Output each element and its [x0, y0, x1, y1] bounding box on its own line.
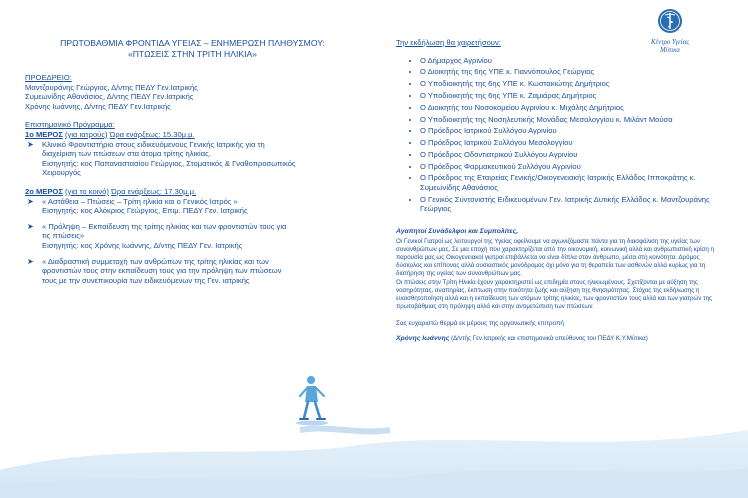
welcome-paragraph-1: Οι Γενικοί Γιατροί ως λειτουργοί της Υγείας οφείλουμε να αγωνιζόμαστε πάντα για τη διασφάλιση της υγείας των συνανθρώπων μας. Σε μια εποχή που χαρακτηρίζεται από την οικονομική, κοινωνική αλλά και ανθρωπιστική κρίση η παρουσία μας ως Οικογενειακοί γιατροί επιβάλλεται να είναι δίπλα στον άνθρωπο, μέσα στη κοινότητα. Δρόμος δύσκολος και επίπονος αλλά ουσιαστικός μονόδρομος όχι μόνο για τη θεραπεία των ασθενών αλλά κυρίως για τη διατήρηση της υγείας των συνανθρώπων μας.	[396, 237, 714, 277]
part1-label: 1ο ΜΕΡΟΣ	[25, 129, 63, 139]
part1-speaker-line2: Χειρουργός	[42, 168, 81, 178]
list-item: • Ο Γενικός Συντονιστής Ειδικευομένων Γεν. Ιατρικής Δυτικής Ελλάδος κ. Μαντζουράνης Γεώργιος	[420, 195, 718, 214]
welcome-paragraph-2: Οι πτώσεις στην Τρίτη Ηλικία έχουν χαρακτηριστεί ως επιδημία στους ηλικιωμένους. Σχετίζονται με αύξηση της νοσηρότητας, αναπηρίας, έκπτωση στην ποιότητα ζωής και αύξηση της θνησιμότητας. Στόχος της εκδήλωσης η ευαισθητοποίηση αλλά και η εκπαίδευση των ατόμων τρίτης ηλικίας, των φροντιστών τους αλλά και των γιατρών της πρωτοβάθμιας στη πρόληψη αλλά και στην αντιμετώπιση των πτώσεων.	[396, 278, 713, 310]
arrow-bullet-icon: ➤	[27, 196, 34, 206]
part2-talk3	[25, 257, 360, 286]
part2-label: 2ο ΜΕΡΟΣ	[25, 186, 63, 196]
part1-start-time: Ώρα ενάρξεως: 15.30μ.μ.	[109, 129, 195, 139]
list-item: • Ο Πρόεδρος της Εταιρείας Γενικής/Οικογενειακής Ιατρικής Ελλάδος Ιπποκράτης κ. Συμεωνίδης Αθανάσιος	[420, 173, 718, 192]
talk2-speaker: Εισηγητής: κος Χρόνης Ιωάννης, Δ/ντης ΠΕΔΥ Γεν. Ιατρικής	[42, 240, 243, 250]
arrow-bullet-icon: ➤	[27, 256, 34, 266]
signature	[396, 334, 718, 344]
greetings-heading: Την εκδήλωση θα χαιρετήσουν:	[396, 38, 501, 47]
list-item: • Ο Πρόεδρος Ιατρικού Συλλόγου Μεσολογγίου	[420, 138, 718, 148]
event-title-line2: «ΠΤΩΣΕΙΣ ΣΤΗΝ ΤΡΙΤΗ ΗΛΙΚΙΑ»	[127, 48, 258, 59]
arrow-bullet-icon: ➤	[27, 221, 34, 231]
list-item: • Ο Διοικητής του Νοσοκομείου Αγρινίου κ. Μιχάλης Δημήτριος	[420, 103, 718, 113]
part2-talk2	[25, 222, 360, 251]
list-item: • Ο Υποδιοικητής της 6ης ΥΠΕ κ. Ζαμιάρας Δημήτριος	[420, 91, 718, 101]
part2-start-time: Ώρα ενάρξεως: 17.30μ.μ.	[111, 186, 197, 196]
part2-header	[25, 187, 360, 197]
caduceus-medallion-icon	[657, 8, 683, 34]
talk1-title: « Αστάθεια – Πτώσεις – Τρίτη ηλικία και ο Γενικός Ιατρός »	[42, 196, 238, 206]
part1-topic-line2: διαχείριση των πτώσεων στα άτομα τρίτης ηλικίας.	[42, 149, 211, 159]
event-title-line1: ΠΡΩΤΟΒΑΘΜΙΑ ΦΡΟΝΤΙΔΑ ΥΓΕΙΑΣ – ΕΝΗΜΕΡΩΣΗ ΠΛΗΘΥΣΜΟΥ:	[60, 38, 325, 48]
welcome-heading: Αγαπητοί Συνάδελφοι και Συμπολίτες,	[396, 227, 519, 235]
list-item: • Ο Υποδιοικητής της 6ης ΥΠΕ κ. Κωστακιώτης Δημήτριος	[420, 79, 718, 89]
event-title	[25, 38, 360, 59]
list-item: • Ο Διοικητής της 6ης ΥΠΕ κ. Γιαννόπουλος Γεώργιος	[420, 67, 718, 77]
list-item: • Ο Πρόεδρος Ιατρικού Συλλόγου Αγρινίου	[420, 126, 718, 136]
list-item: • Ο Πρόεδρος Φαρμακευτικού Συλλόγου Αγρινίου	[420, 162, 718, 172]
part1-topic-line1: Κλινικό Φροντιστήριο στους ειδικευόμενους Γενικής Ιατρικής για τη	[42, 139, 265, 149]
walking-figure-illustration	[296, 376, 328, 426]
list-item: • Ο Πρόεδρος Οδοντιατρικού Συλλόγου Αγρινίου	[420, 150, 718, 160]
part1-topic	[25, 140, 360, 178]
talk2-title-line2: τις πτώσεις»	[42, 231, 85, 241]
signature-name: Χρόνης Ιωάννης	[396, 335, 450, 343]
talk3-line1: « Διαδραστική συμμετοχή των ανθρώπων της τρίτης ηλικίας και των	[42, 256, 269, 266]
list-item: • Ο Υποδιοικητής της Νοσηλευτικής Μονάδας Μεσολογγίου κ. Μιλάντ Μούσα	[420, 115, 718, 125]
part1-audience: (για ιατρούς)	[65, 129, 108, 139]
talk1-speaker: Εισηγητής: κος Αλόκριος Γεώργιος, Επιμ. ΠΕΔΥ Γεν. Ιατρικής	[42, 206, 248, 216]
logo-caption-line1: Κέντρο Υγείας	[650, 39, 690, 46]
list-item: • Ο Δήμαρχος Αγρινίου	[420, 56, 718, 66]
talk2-title-line1: « Πρόληψη – Εκπαίδευση της τρίτης ηλικίας και των φροντιστών τους για	[42, 221, 287, 231]
talk3-line2: φροντιστών τους στην εκπαίδευση τους για την πρόληψη των πτώσεων	[42, 266, 282, 276]
part1-header	[25, 130, 360, 140]
presidium-heading: ΠΡΟΕΔΡΕΙΟ:	[25, 73, 72, 82]
presidium-member: Χρόνης Ιωάννης, Δ/ντης ΠΕΔΥ Γεν.Ιατρικής	[25, 101, 171, 111]
arrow-bullet-icon: ➤	[27, 139, 34, 149]
signature-role: (Δ/ντής Γεν.Ιατρικής και επιστημονικά υπεύθυνος του ΠΕΔΥ Κ.Υ.Μύτικα)	[451, 335, 648, 343]
greetings-column	[396, 38, 718, 344]
program-column	[25, 38, 360, 285]
talk3-line3: τους με την συνεπικουρία των ειδικευόμενων της Γεν. ιατρικής	[42, 275, 250, 285]
program-heading: Επιστημονικό Πρόγραμμα:	[25, 120, 115, 130]
thanks-line: Σας ευχαριστώ θερμά εκ μέρους της οργανωτικής επιτροπή	[396, 319, 564, 327]
part1-speaker-line1: Εισηγητής: κος Παπαναστασίου Γεώργιος, Στοματικός & Γναθοπροσωπικός	[42, 158, 296, 168]
presidium-member: Μαντζουράνης Γεώργιος, Δ/ντης ΠΕΔΥ Γεν.Ιατρικής	[25, 82, 198, 92]
part2-talk1	[25, 197, 360, 216]
part2-audience: (για το κοινό)	[65, 186, 109, 196]
logo-caption-line2: Μύτικα	[660, 47, 680, 54]
guest-list	[396, 56, 718, 214]
presidium-member: Συμεωνίδης Αθανάσιος, Δ/ντης ΠΕΔΥ Γεν.Ιατρικής	[25, 92, 194, 102]
